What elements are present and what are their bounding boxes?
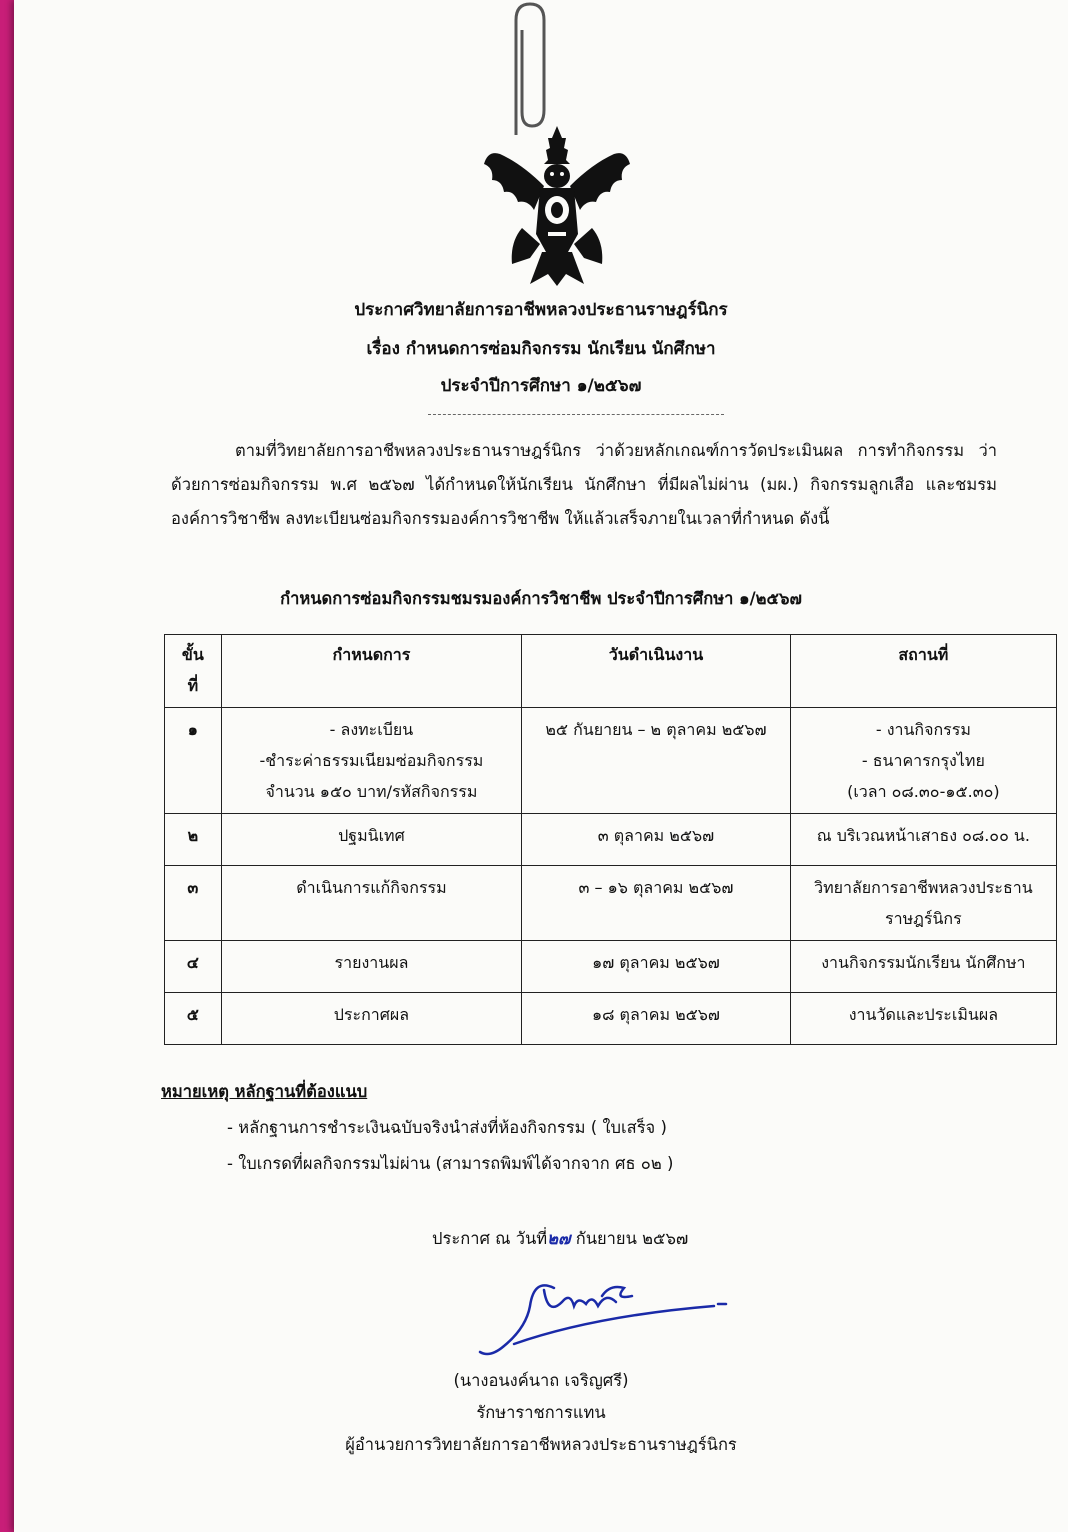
garuda-emblem-icon <box>482 124 632 289</box>
notes-section <box>161 1074 861 1182</box>
place-cell: วิทยาลัยการอาชีพหลวงประธาน ราษฎร์นิกร <box>790 866 1056 941</box>
signer-position: ผู้อำนวยการวิทยาลัยการอาชีพหลวงประธานราษฎร์นิกร <box>345 1435 737 1454</box>
dashed-divider <box>428 414 724 415</box>
schedule-cell: - ลงทะเบียน -ชำระค่าธรรมเนียมซ่อมกิจกรรม จำนวน ๑๕๐ บาท/รหัสกิจกรรม <box>221 708 521 814</box>
schedule-cell: รายงานผล <box>221 941 521 993</box>
schedule-cell: ดำเนินการแก้กิจกรรม <box>221 866 521 941</box>
date-month-year: กันยายน ๒๕๖๗ <box>570 1229 689 1248</box>
table-row <box>165 814 1057 866</box>
date-day: ๒๗ <box>547 1229 571 1248</box>
step-number: ๑ <box>165 708 222 814</box>
announcement-subject: เรื่อง กำหนดการซ่อมกิจกรรม นักเรียน นักศึกษา <box>366 339 716 359</box>
date-cell: ๒๕ กันยายน – ๒ ตุลาคม ๒๕๖๗ <box>522 708 791 814</box>
place-cell: ณ บริเวณหน้าเสาธง ๐๘.๐๐ น. <box>790 814 1056 866</box>
header-place: สถานที่ <box>790 635 1056 708</box>
place-cell: งานกิจกรรมนักเรียน นักศึกษา <box>790 941 1056 993</box>
note-item: - ใบเกรดที่ผลกิจกรรมไม่ผ่าน (สามารถพิมพ์ได้จากจาก ศธ ๐๒ ) <box>227 1154 674 1173</box>
document-page <box>14 0 1068 1532</box>
announcement-title: ประกาศวิทยาลัยการอาชีพหลวงประธานราษฎร์นิกร <box>354 300 728 320</box>
schedule-table <box>164 634 1057 1045</box>
date-cell: ๓ ตุลาคม ๒๕๖๗ <box>522 814 791 866</box>
signer-name: (นางอนงค์นาถ เจริญศรี) <box>453 1371 629 1390</box>
schedule-cell: ปฐมนิเทศ <box>221 814 521 866</box>
notes-label: หมายเหตุ หลักฐานที่ต้องแนบ <box>161 1082 368 1101</box>
step-number: ๔ <box>165 941 222 993</box>
table-title: กำหนดการซ่อมกิจกรรมชมรมองค์การวิชาชีพ ประจำปีการศึกษา ๑/๒๕๖๗ <box>280 589 802 608</box>
paperclip-icon <box>486 0 556 140</box>
step-number: ๕ <box>165 993 222 1045</box>
date-cell: ๑๘ ตุลาคม ๒๕๖๗ <box>522 993 791 1045</box>
academic-year: ประจำปีการศึกษา ๑/๒๕๖๗ <box>440 376 642 396</box>
body-paragraph-text: ตามที่วิทยาลัยการอาชีพหลวงประธานราษฎร์นิกร ว่าด้วยหลักเกณฑ์การวัดประเมินผล การทำกิจกรรม ว่าด้วยการซ่อมกิจกรรม พ.ศ ๒๕๖๗ ได้กำหนดให้นักเรียน นักศึกษา ที่มีผลไม่ผ่าน (มผ.) กิจกรรมลูกเสือ และชมรมองค์การวิชาชีพ ลงทะเบียนซ่อมกิจกรรมองค์การวิชาชีพ ให้แล้วเสร็จภายในเวลาที่กำหนด ดังนี้ <box>171 441 997 528</box>
signer-role: รักษาราชการแทน <box>476 1403 606 1422</box>
body-paragraph <box>171 434 997 536</box>
header-step: ขั้น ที่ <box>165 635 222 708</box>
table-row <box>165 993 1057 1045</box>
date-cell: ๑๗ ตุลาคม ๒๕๖๗ <box>522 941 791 993</box>
place-cell: งานวัดและประเมินผล <box>790 993 1056 1045</box>
announcement-date <box>432 1226 688 1252</box>
place-cell: - งานกิจกรรม - ธนาคารกรุงไทย (เวลา ๐๘.๓๐-๑๕.๓๐) <box>790 708 1056 814</box>
table-row <box>165 866 1057 941</box>
note-item: - หลักฐานการชำระเงินฉบับจริงนำส่งที่ห้องกิจกรรม ( ใบเสร็จ ) <box>227 1118 667 1137</box>
table-header-row <box>165 635 1057 708</box>
step-number: ๒ <box>165 814 222 866</box>
date-prefix: ประกาศ ณ วันที่ <box>432 1229 548 1248</box>
schedule-cell: ประกาศผล <box>221 993 521 1045</box>
header-date: วันดำเนินงาน <box>522 635 791 708</box>
header-schedule: กำหนดการ <box>221 635 521 708</box>
signature-icon <box>474 1266 734 1366</box>
step-number: ๓ <box>165 866 222 941</box>
date-cell: ๓ – ๑๖ ตุลาคม ๒๕๖๗ <box>522 866 791 941</box>
table-row <box>165 708 1057 814</box>
table-row <box>165 941 1057 993</box>
